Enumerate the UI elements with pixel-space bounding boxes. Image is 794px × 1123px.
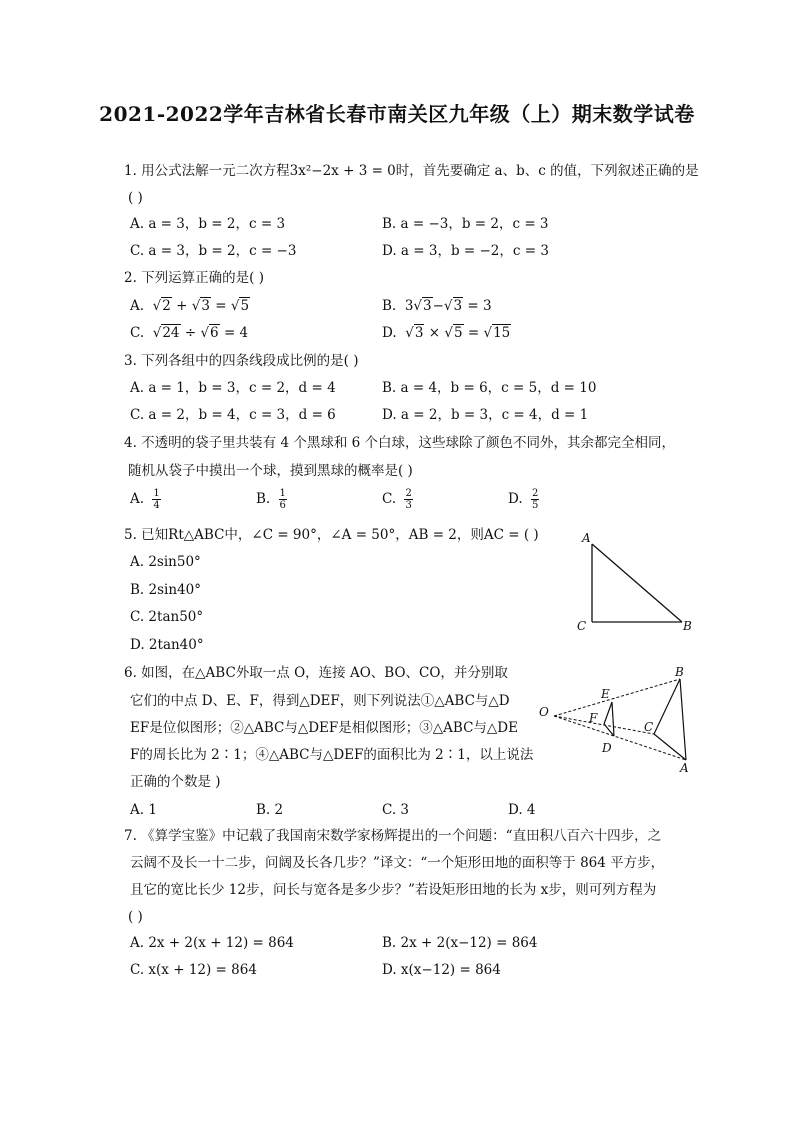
q1-stem: 1. 用公式法解一元二次方程3x²−2x + 3 = 0时，首先要确定 a、b、c 的值，下列叙述正确的是 [124,163,699,179]
q4-stem: 4. 不透明的袋子里共装有 4 个黑球和 6 个白球，这些球除了颜色不同外，其余都完全相同， [124,435,676,451]
q6-label-d: D [602,741,612,755]
q6-side-ef [604,702,612,724]
q6-ray-ob [554,679,680,716]
q1-option-a: A. a = 3，b = 2，c = 3 [130,216,286,232]
q6-label-a: A [680,761,689,775]
q6-label-f: F [589,711,598,725]
q2-option-d: D. √3 × √5 = √15 [382,325,511,341]
q4-option-a: A. $\frac{1}{4}$ [130,488,160,511]
q2-option-a: A. √2 + √3 = √5 [130,298,250,314]
q4-option-b: B. $\frac{1}{6}$ [256,488,286,511]
q6-label-b: B [675,665,684,679]
q6-side-bc [654,679,680,734]
q4-stem-cont: 随机从袋子中摸出一个球，摸到黑球的概率是( ) [128,463,413,479]
q2-option-c: C. √24 ÷ √6 = 4 [130,325,249,341]
q6-stem-3: EF是位似图形；②△ABC与△DEF是相似图形；③△ABC与△DE [130,720,518,736]
q6-stem-1: 6. 如图，在△ABC外取一点 O，连接 AO、BO、CO，并分别取 [124,665,508,681]
q5-side-ab [592,544,682,622]
q3-stem: 3. 下列各组中的四条线段成比例的是( ) [124,353,359,369]
q6-option-b: B. 2 [256,802,284,818]
q5-option-a: A. 2sin50° [130,554,201,570]
q2-stem: 2. 下列运算正确的是( ) [124,270,264,286]
q7-stem-2: 云阔不及长一十二步，问阔及长各几步？”译文：“一个矩形田地的面积等于 864 平方步， [130,855,665,871]
q6-stem-2: 它们的中点 D、E、F，得到△DEF，则下列说法①△ABC与△D [130,693,510,709]
q6-homothety-figure [536,664,706,776]
q5-label-c: C [577,619,587,633]
q5-option-d: D. 2tan40° [130,637,204,653]
page-title: 2021-2022学年吉林省长春市南关区九年级（上）期末数学试卷 [99,102,695,126]
q6-option-c: C. 3 [382,802,410,818]
q7-stem-1: 7. 《算学宝鉴》中记载了我国南宋数学家杨辉提出的一个问题：“直田积八百六十四步，之 [124,828,662,844]
q3-option-b: B. a = 4，b = 6，c = 5，d = 10 [382,380,597,396]
q1-option-d: D. a = 3，b = −2，c = 3 [382,243,549,259]
q6-label-o: O [539,705,549,719]
q6-option-a: A. 1 [130,802,157,818]
q6-ray-oa [554,716,686,760]
q3-option-a: A. a = 1，b = 3，c = 2，d = 4 [130,380,336,396]
q6-label-e: E [601,687,610,701]
q6-stem-5: 正确的个数是 ) [130,774,221,790]
q1-option-c: C. a = 3，b = 2，c = −3 [130,243,297,259]
q6-stem-4: F的周长比为 2∶1；④△ABC与△DEF的面积比为 2∶1，以上说法 [130,747,534,763]
q6-side-ca [654,734,686,760]
q6-side-ab [680,679,686,760]
q5-stem: 5. 已知Rt△ABC中，∠C = 90°，∠A = 50°，AB = 2，则AC = ( ) [124,527,539,543]
q6-label-c: C [644,720,654,734]
q2-option-b: B. 3√3−√3 = 3 [382,298,492,314]
q4-option-c: C. $\frac{2}{3}$ [382,488,412,511]
q5-option-b: B. 2sin40° [130,582,201,598]
q7-stem-3: 且它的宽比长少 12步，问长与宽各是多少步？”若设矩形田地的长为 x步，则可列方程为 [130,882,657,898]
q5-label-a: A [582,531,591,545]
q3-option-d: D. a = 2，b = 3，c = 4，d = 1 [382,407,589,423]
q7-option-d: D. x(x−12) = 864 [382,962,501,978]
q1-option-b: B. a = −3，b = 2，c = 3 [382,216,549,232]
q7-option-a: A. 2x + 2(x + 12) = 864 [130,935,294,951]
q7-option-b: B. 2x + 2(x−12) = 864 [382,935,538,951]
q7-stem-4: ( ) [128,909,143,925]
q6-option-d: D. 4 [508,802,536,818]
q5-label-b: B [683,619,692,633]
q5-option-c: C. 2tan50° [130,609,204,625]
q6-side-de [612,702,614,736]
q7-option-c: C. x(x + 12) = 864 [130,962,257,978]
q4-option-d: D. $\frac{2}{5}$ [508,488,539,511]
q6-ray-oc [554,716,654,734]
q1-stem-cont: ( ) [128,190,143,206]
q3-option-c: C. a = 2，b = 4，c = 3，d = 6 [130,407,336,423]
q5-triangle-figure [570,528,700,638]
